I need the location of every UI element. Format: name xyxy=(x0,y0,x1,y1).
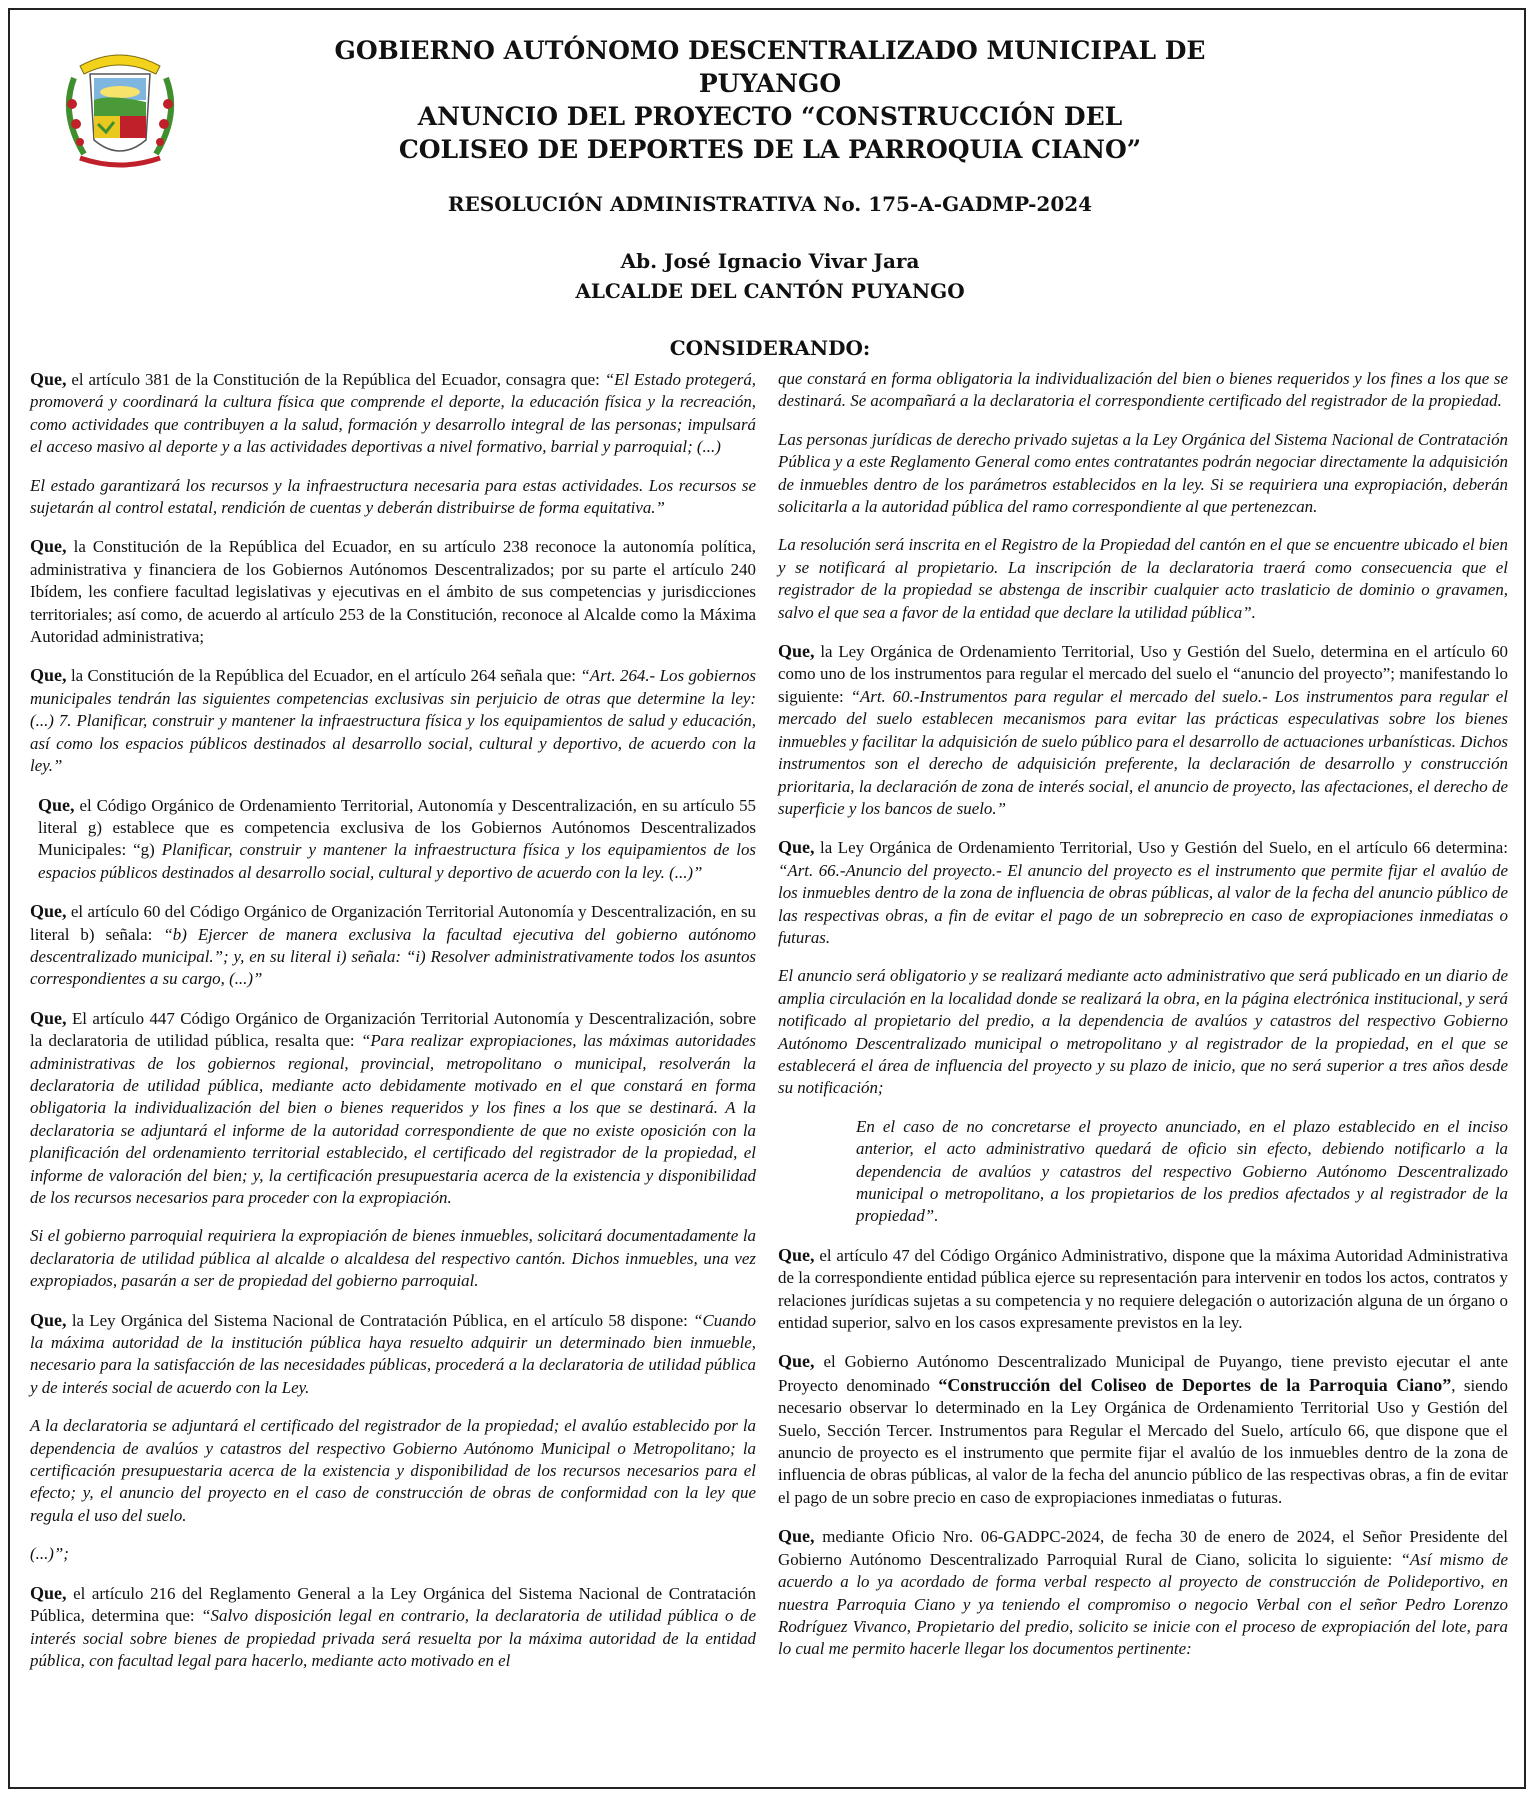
paragraph: Que, el artículo 216 del Reglamento General a la Ley Orgánica del Sistema Nacional de Contratación Pública, determina que: “Salvo disposición legal en contrario, la declaratoria de utilidad pública o de interés social sobre bienes de propiedad privada será resuelta por la máxima autoridad de la entidad pública, con facultad legal para hacerlo, mediante acto motivado en el xyxy=(30,1582,756,1670)
paragraph: Que, el Código Orgánico de Ordenamiento Territorial, Autonomía y Descentralización, en su artículo 55 literal g) establece que es competencia exclusiva de los Gobiernos Autónomos Descentralizados Municipales: “g) Planificar, construir y mantener la infraestructura física y los equipamientos de los espacios públicos destinados al desarrollo social, cultural y deportivo de acuerdo con la ley. (...)” xyxy=(38,794,757,882)
paragraph: (...)”; xyxy=(30,1544,69,1564)
paragraph: Que, El artículo 447 Código Orgánico de Organización Territorial Autonomía y Descentralización, sobre la declaratoria de utilidad pública, resalta que: “Para realizar expropiaciones, las máximas autoridades administrativas de los gobiernos regional, provincial, metropolitano o municipal, resolverán la declaratoria de utilidad pública, mediante acto debidamente motivado en el que constará en forma obligatoria la individualización del bien o bienes requeridos y los fines a los que se destinará. A la declaratoria se adjuntará el informe de la autoridad correspondiente de que no existe oposición con la planificación del ordenamiento territorial establecido, el certificado del registrador de la propiedad, el informe de valoración del bien; y, la certificación presupuestaria acerca de la existencia y disponibilidad de los recursos necesarios para proceder con la expropiación. xyxy=(30,1007,756,1207)
left-column xyxy=(30,368,756,1688)
paragraph: El anuncio será obligatorio y se realizará mediante acto administrativo que será publicado en un diario de amplia circulación en la localidad donde se realizará la obra, en la página electrónica institucional, y será notificado al propietario del predio, a la dependencia de avalúos y catastros del respectivo Gobierno Autónomo Descentralizado municipal o metropolitano y al registrador de la propiedad, en el que se establecerá el área de influencia del proyecto y su plazo de inicio, que no será superior a tres años desde su notificación; xyxy=(778,966,1508,1098)
paragraph: Que, el artículo 60 del Código Orgánico de Organización Territorial Autonomía y Descentralización, en su literal b) señala: “b) Ejercer de manera exclusiva la facultad ejecutiva del gobierno autónomo descentralizado municipal.”; y, en su literal i) señala: “i) Resolver administrativamente todos los asuntos correspondientes a su cargo, (...)” xyxy=(30,901,756,989)
paragraph: Que, el artículo 381 de la Constitución de la República del Ecuador, consagra que: “El Estado protegerá, promoverá y coordinará la cultura física que comprende el deporte, la educación física y la recreación, como actividades que contribuyen a la salud, formación y desarrollo integral de las personas; impulsará el acceso masivo al deporte y a las actividades deportivas a nivel formativo, barrial y parroquial; (...) xyxy=(30,369,756,457)
paragraph: Que, la Ley Orgánica de Ordenamiento Territorial, Uso y Gestión del Suelo, en el artículo 66 determina: “Art. 66.-Anuncio del proyecto.- El anuncio del proyecto es el instrumento que permite fijar el avalúo de los inmuebles dentro de la zona de influencia de obras públicas, al valor de la fecha del anuncio público de las respectivas obras, a fin de evitar el pago de un sobreprecio en caso de expropiaciones inmediatas o futuras. xyxy=(778,837,1508,947)
signer-name: Ab. José Ignacio Vivar Jara xyxy=(620,249,920,273)
paragraph: Que, la Constitución de la República del Ecuador, en el artículo 264 señala que: “Art. 264.- Los gobiernos municipales tendrán las siguientes competencias exclusivas sin perjuicio de otras que determine la ley: (...) 7. Planificar, construir y mantener la infraestructura física y los equipamientos de salud y educación, así como los espacios públicos destinados al desarrollo social, cultural y deportivo, de acuerdo con la ley.” xyxy=(30,665,757,776)
paragraph: Las personas jurídicas de derecho privado sujetas a la Ley Orgánica del Sistema Nacional de Contratación Pública y a este Reglamento General como entes contratantes podrán negociar directamente la adquisición de inmuebles dentro de los parámetros establecidos en la ley. Si se requiriera una expropiación, deberán solicitarla a la autoridad pública del ramo correspondiente al que pertenezcan. xyxy=(778,429,1508,517)
right-column xyxy=(778,368,1508,1677)
paragraph: Que, mediante Oficio Nro. 06-GADPC-2024, de fecha 30 de enero de 2024, el Señor Presidente del Gobierno Autónomo Descentralizado Parroquial Rural de Ciano, solicita lo siguiente: “Así mismo de acuerdo a lo ya acordado de forma verbal respecto al proyecto de construcción de Polideportivo, en nuestra Parroquia Ciano y ya teniendo el compromiso o negocio Verbal con el señor Pedro Lorenzo Rodríguez Vivanco, Propietario del predio, solicito se inicie con el proceso de expropiación del lote, para lo cual me permito hacerle llegar los documentos pertinente: xyxy=(778,1526,1508,1659)
paragraph: que constará en forma obligatoria la individualización del bien o bienes requeridos y los fines a los que se destinará. Se acompañará a la declaratoria el correspondiente certificado del registrador de la propiedad. xyxy=(778,369,1508,411)
header-line-2: ANUNCIO DEL PROYECTO “CONSTRUCCIÓN DEL xyxy=(417,102,1123,131)
paragraph: Que, el artículo 47 del Código Orgánico Administrativo, dispone que la máxima Autoridad Administrativa de la correspondiente entidad pública ejerce su representación para intervenir en todos los actos, contratos y relaciones jurídicas sujetas a su competencia y no requiere delegación o autorización alguna de un órgano o entidad superior, salvo en los casos expresamente previstos en la ley. xyxy=(778,1244,1508,1333)
project-name: “Construcción del Coliseo de Deportes de la Parroquia Ciano” xyxy=(938,1374,1452,1395)
paragraph: Que, la Ley Orgánica de Ordenamiento Territorial, Uso y Gestión del Suelo, determina en el artículo 60 como uno de los instrumentos para regular el mercado del suelo el “anuncio del proyecto”; manifestando lo siguiente: “Art. 60.-Instrumentos para regular el mercado del suelo.- Los instrumentos para regular el mercado del suelo establecen mecanismos para evitar las prácticas especulativas sobre los bienes inmuebles y facilitar la adquisición de suelo público para el desarrollo de actuaciones urbanísticas. Dichos instrumentos son el derecho de adquisición preferente, la declaración de desarrollo y construcción prioritaria, la declaración de zona de interés social, el anuncio de proyecto, las afectaciones, el derecho de superficie y los bancos de suelo.” xyxy=(778,641,1508,818)
paragraph: El estado garantizará los recursos y la infraestructura necesaria para estas actividades. Los recursos se sujetarán al control estatal, rendición de cuentas y deberán distribuirse de forma equitativa.” xyxy=(30,475,756,518)
header-line-1: GOBIERNO AUTÓNOMO DESCENTRALIZADO MUNICIPAL DE PUYANGO xyxy=(334,36,1206,98)
section-title: CONSIDERANDO: xyxy=(669,336,871,360)
paragraph: Que, la Ley Orgánica del Sistema Nacional de Contratación Pública, en el artículo 58 dispone: “Cuando la máxima autoridad de la institución pública haya resuelto adquirir un determinado bien inmueble, necesario para la satisfacción de las necesidades públicas, procederá a la declaratoria de utilidad pública y de interés social de acuerdo con la Ley. xyxy=(30,1309,756,1397)
signer-title: ALCALDE DEL CANTÓN PUYANGO xyxy=(575,279,965,303)
paragraph: Que, la Constitución de la República del Ecuador, en su artículo 238 reconoce la autonomía política, administrativa y financiera de los Gobiernos Autónomos Descentralizados; por su parte el artículo 240 Ibídem, les confiere facultad legislativas y ejecutivas en el ámbito de sus competencias y jurisdicciones territoriales; así como, de acuerdo al artículo 253 de la Constitución, reconoce al Alcalde como la Máxima Autoridad administrativa; xyxy=(30,536,756,647)
header-line-3: COLISEO DE DEPORTES DE LA PARROQUIA CIANO” xyxy=(398,135,1142,164)
document-header xyxy=(260,34,1280,360)
municipal-seal-icon xyxy=(50,44,190,176)
signer-block xyxy=(260,246,1280,306)
paragraph: La resolución será inscrita en el Registro de la Propiedad del cantón en el que se encuentre ubicado el bien y se notificará al propietario. La inscripción de la declaratoria traerá como consecuencia que el registrador de la propiedad se abstenga de inscribir cualquier acto traslaticio de dominio o gravamen, salvo el que sea a favor de la entidad que declare la utilidad pública”. xyxy=(778,535,1508,622)
resolution-number: RESOLUCIÓN ADMINISTRATIVA No. 175-A-GADMP-2024 xyxy=(447,192,1093,216)
paragraph: Que, el Gobierno Autónomo Descentralizado Municipal de Puyango, tiene previsto ejecutar el ante Proyecto denominado “Construcción del Coliseo de Deportes de la Parroquia Ciano”, siendo necesario observar lo determinado en la Ley Orgánica de Ordenamiento Territorial Uso y Gestión del Suelo, Sección Tercer. Instrumentos para Regular el Mercado del Suelo, artículo 66, que dispone que el anuncio de proyecto es el instrumento que permite fijar el avalúo de los inmuebles dentro de la zona de influencia de obras públicas, al valor de la fecha del anuncio público de las respectivas obras, a fin de evitar el pago de un sobre precio en caso de expropiaciones inmediatas o futuras. xyxy=(778,1351,1509,1507)
paragraph: A la declaratoria se adjuntará el certificado del registrador de la propiedad; el avalúo establecido por la dependencia de avalúos y catastros del respectivo Gobierno Autónomo Municipal o Metropolitano; la certificación presupuestaria acerca de la existencia y disponibilidad de los recursos necesarios para el efecto; y, el anuncio del proyecto en el caso de construcción de obras de conformidad con la ley que regula el uso del suelo. xyxy=(30,1416,756,1525)
indented-quote: En el caso de no concretarse el proyecto anunciado, en el plazo establecido en el inciso anterior, el acto administrativo quedará de oficio sin efecto, debiendo notificarlo a la dependencia de avalúos y catastros del respectivo Gobierno Autónomo Descentralizado municipal o metropolitano, a los propietarios de los predios afectados y al registrador de la propiedad”. xyxy=(856,1116,1508,1226)
paragraph: Si el gobierno parroquial requiriera la expropiación de bienes inmuebles, solicitará documentadamente la declaratoria de utilidad pública al alcalde o alcaldesa del respectivo cantón. Dichos inmuebles, una vez expropiados, pasarán a ser de propiedad del gobierno parroquial. xyxy=(30,1226,756,1291)
